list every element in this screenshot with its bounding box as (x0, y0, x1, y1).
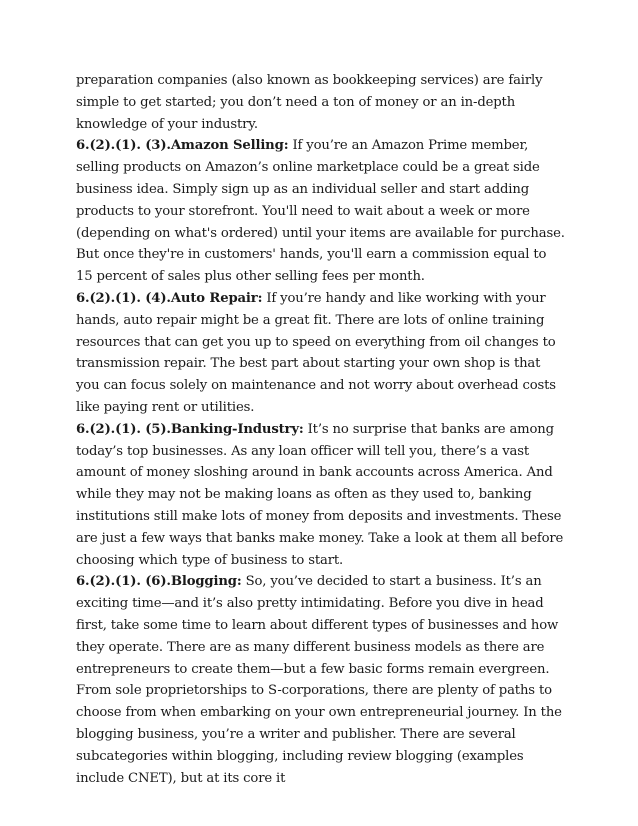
section-amazon-selling (76, 135, 566, 288)
section-body-amazon-selling: If you’re an Amazon Prime member, selling products on Amazon’s online marketplace could be a great side business idea. Simply sign up as an individual seller and start adding products to your storefront. You'll need to wait about a week or more (depending on what's ordered) until your items are available for purchase. But once they're in customers' hands, you'll earn a commission equal to 15 percent of sales plus other selling fees per month. (76, 138, 565, 285)
section-heading-banking-industry: 6.(2).(1). (5).Banking-Industry: (76, 421, 304, 437)
section-body-blogging: So, you’ve decided to start a business. It’s an exciting time—and it’s also pretty intimidating. Before you dive in head first, take some time to learn about different types of businesses and how they operate. There are as many different business models as there are entrepreneurs to create them—but a few basic forms remain evergreen. From sole proprietorships to S-corporations, there are plenty of paths to choose from when embarking on your own entrepreneurial journey. In the blogging business, you’re a writer and publisher. There are several subcategories within blogging, including review blogging (examples include CNET), but at its core it (76, 574, 562, 786)
section-heading-amazon-selling: 6.(2).(1). (3).Amazon Selling: (76, 138, 289, 154)
section-body-auto-repair: If you’re handy and like working with your hands, auto repair might be a great fit. There are lots of online training resources that can get you up to speed on everything from oil changes to transmission repair. The best part about starting your own shop is that you can focus solely on maintenance and not worry about overhead costs like paying rent or utilities. (76, 290, 556, 415)
intro-paragraph: preparation companies (also known as bookkeeping services) are fairly simple to get started; you don’t need a ton of money or an in-depth knowledge of your industry. (76, 73, 543, 132)
document-page (76, 70, 566, 789)
section-heading-auto-repair: 6.(2).(1). (4).Auto Repair: (76, 290, 263, 306)
section-auto-repair (76, 288, 566, 419)
section-heading-blogging: 6.(2).(1). (6).Blogging: (76, 574, 242, 590)
section-blogging (76, 571, 566, 789)
section-body-banking-industry: It’s no surprise that banks are among today’s top businesses. As any loan officer will tell you, there’s a vast amount of money sloshing around in bank accounts across America. And while they may not be making loans as often as they used to, banking institutions still make lots of money from deposits and investments. These are just a few ways that banks make money. Take a look at them all before choosing which type of business to start. (76, 421, 564, 568)
section-banking-industry (76, 419, 566, 572)
